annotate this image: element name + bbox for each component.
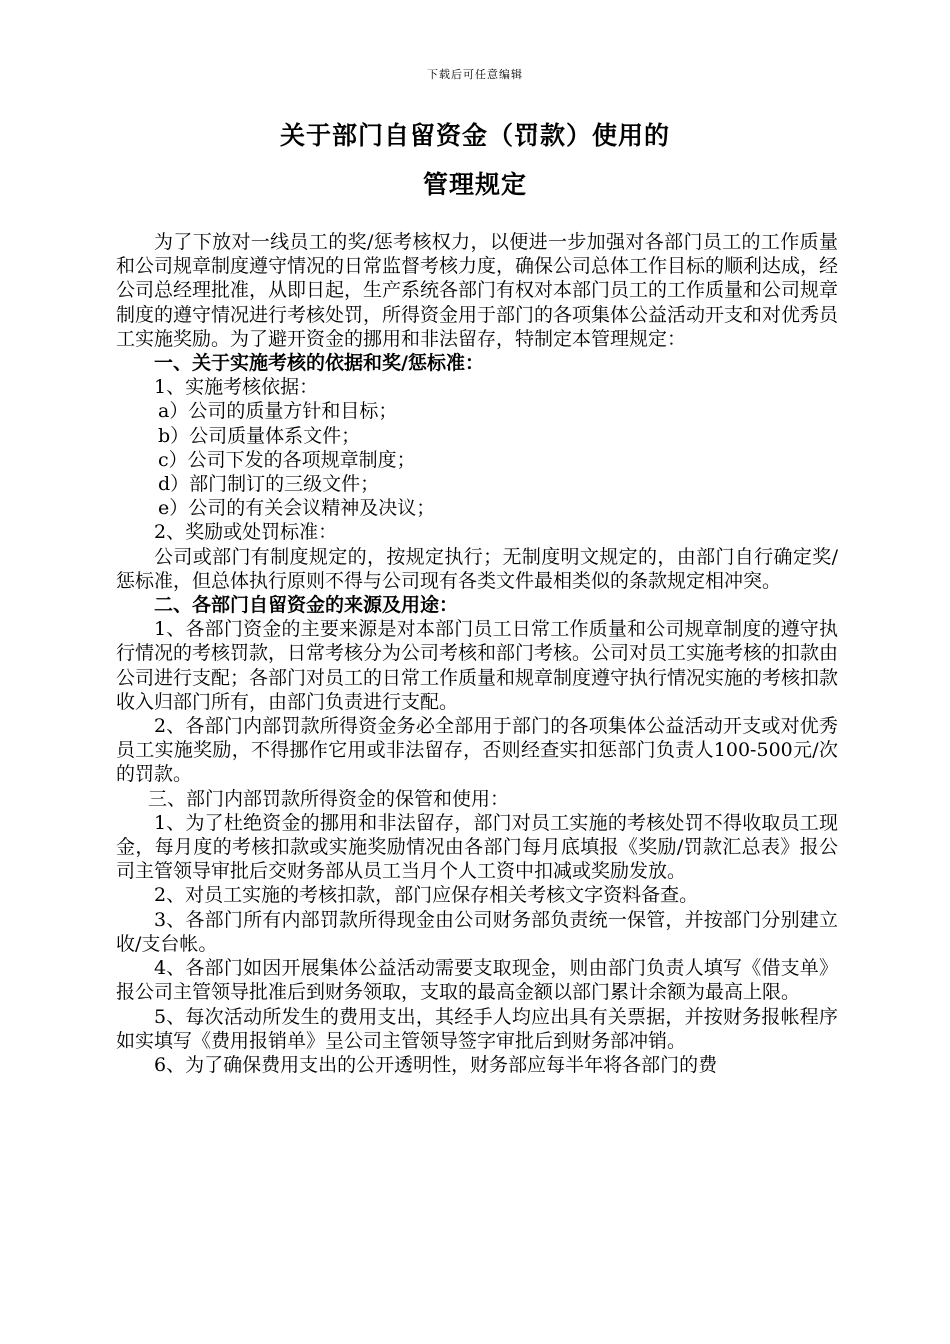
s3-paragraph2: 2、对员工实施的考核扣款，部门应保存相关考核文字资料备查。 (154, 884, 699, 907)
s3-paragraph1: 1、为了杜绝资金的挪用和非法留存，部门对员工实施的考核处罚不得收取员工现金，每月度的考核扣款或实施奖励情况由各部门每月底填报《奖励/罚款汇总表》报公司主管领导审批后交财务部从员工当月个人工资中扣减或奖励发放。 (116, 811, 838, 883)
s3-paragraph6: 6、为了确保费用支出的公开透明性，财务部应每半年将各部门的费 (154, 1053, 718, 1076)
document-body (116, 230, 838, 1077)
intro-paragraph: 为了下放对一线员工的奖/惩考核权力，以便进一步加强对各部门员工的工作质量和公司规章制度遵守情况的日常监督考核力度，确保公司总体工作目标的顺利达成，经公司总经理批准，从即日起，生产系统各部门有权对本部门员工的工作质量和公司规章制度的遵守情况进行考核处罚，所得资金用于部门的各项集体公益活动开支和对优秀员工实施奖励。为了避开资金的挪用和非法留存，特制定本管理规定： (116, 231, 839, 350)
s1-item-b: b）公司质量体系文件； (158, 424, 361, 447)
s1-item-d: d）部门制订的三级文件； (158, 473, 380, 496)
section1-heading: 一、关于实施考核的依据和奖/惩标准： (154, 352, 484, 375)
s1-item2-text: 公司或部门有制度规定的，按规定执行；无制度明文规定的，由部门自行确定奖/惩标准，但总体执行原则不得与公司现有各类文件最相类似的条款规定相冲突。 (116, 545, 838, 592)
s3-paragraph3: 3、各部门所有内部罚款所得现金由公司财务部负责统一保管，并按部门分别建立收/支台帐。 (116, 908, 838, 955)
document-title-line1: 关于部门自留资金（罚款）使用的 (279, 121, 670, 150)
document-title-line2: 管理规定 (422, 170, 527, 199)
section2-heading: 二、各部门自留资金的来源及用途： (154, 594, 459, 617)
header-note: 下载后可任意编辑 (427, 68, 523, 81)
section3-heading: 三、部门内部罚款所得资金的保管和使用： (148, 787, 510, 810)
s1-item-c: c）公司下发的各项规章制度； (158, 448, 416, 471)
s1-item2: 2、奖励或处罚标准： (154, 521, 338, 544)
s1-item-e: e）公司的有关会议精神及决议； (158, 497, 436, 520)
s2-paragraph2: 2、各部门内部罚款所得资金务必全部用于部门的各项集体公益活动开支或对优秀员工实施奖励，不得挪作它用或非法留存，否则经查实扣惩部门负责人100-500元/次的罚款。 (116, 715, 838, 786)
s3-paragraph5: 5、每次活动所发生的费用支出，其经手人均应出具有关票据，并按财务报帐程序如实填写《费用报销单》呈公司主管领导签字审批后到财务部冲销。 (116, 1005, 838, 1052)
s3-paragraph4: 4、各部门如因开展集体公益活动需要支取现金，则由部门负责人填写《借支单》报公司主管领导批准后到财务领取，支取的最高金额以部门累计余额为最高上限。 (116, 957, 838, 1004)
s2-paragraph1: 1、各部门资金的主要来源是对本部门员工日常工作质量和公司规章制度的遵守执行情况的考核罚款，日常考核分为公司考核和部门考核。公司对员工实施考核的扣款由公司进行支配；各部门对员工的日常工作质量和规章制度遵守执行情况实施的考核扣款收入归部门所有，由部门负责进行支配。 (116, 618, 839, 713)
s1-item-a: a）公司的质量方针和目标； (158, 400, 398, 423)
s1-item1: 1、实施考核依据： (154, 376, 319, 399)
